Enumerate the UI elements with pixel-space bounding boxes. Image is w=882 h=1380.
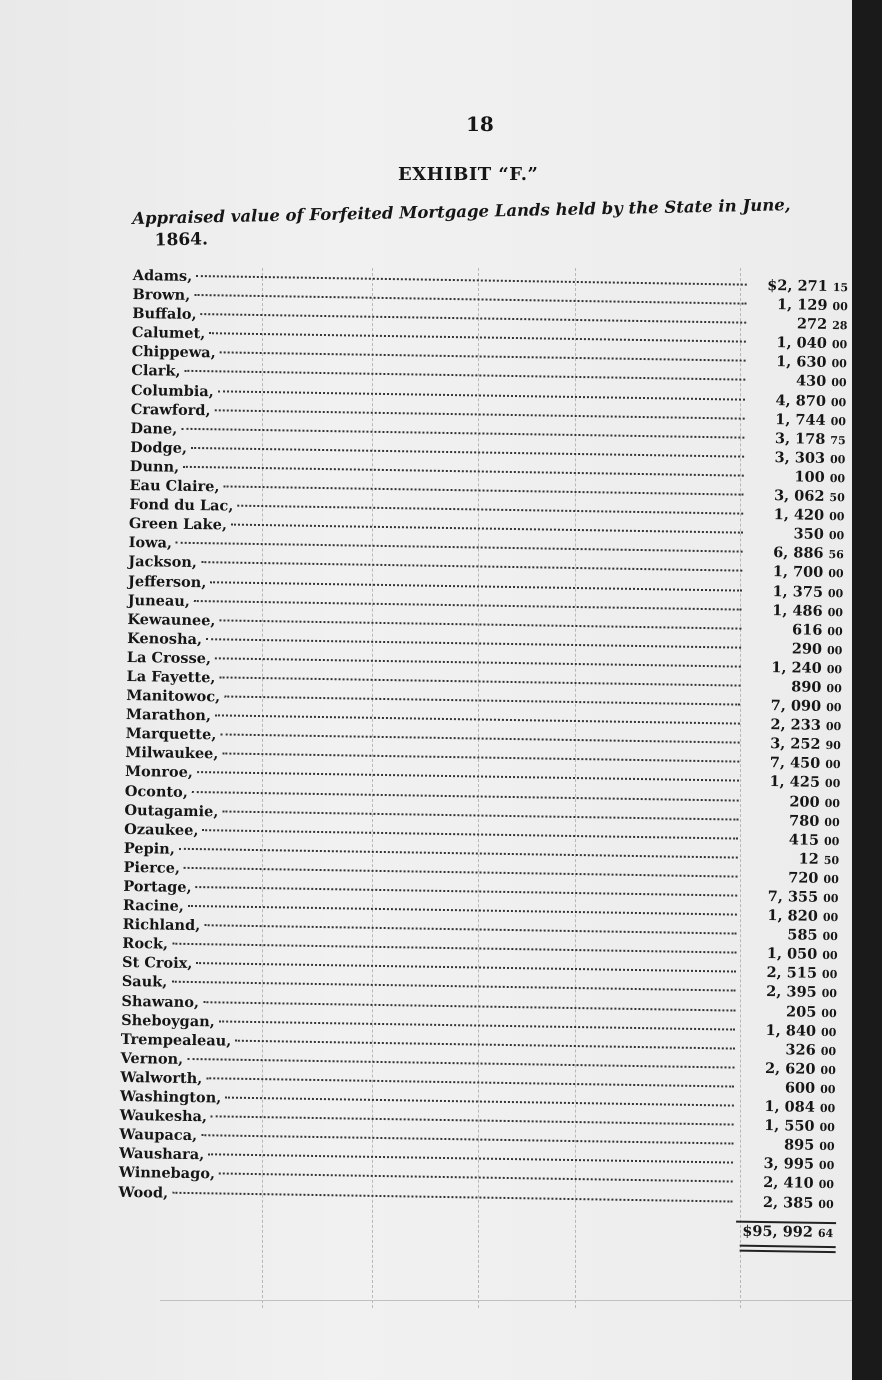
appraised-amount: [747, 487, 847, 506]
amount-dollars: 2, 410: [763, 1174, 814, 1193]
amount-dollars: 3, 178: [774, 429, 826, 448]
appraised-amount: [740, 983, 840, 1002]
county-name: Dodge,: [130, 438, 188, 457]
total-dollars: $95, 992: [742, 1222, 814, 1241]
amount-dollars: 1, 240: [771, 658, 822, 677]
appraised-amount: [742, 849, 842, 868]
amount-cents: 00: [827, 605, 844, 619]
amount-dollars: 290: [791, 640, 823, 658]
county-name: Jefferson,: [127, 572, 207, 591]
county-name: Waukesha,: [119, 1107, 208, 1126]
dot-leader: [204, 924, 736, 934]
appraised-amount: [740, 964, 840, 983]
appraised-amount: [748, 449, 848, 468]
dot-leader: [206, 638, 741, 648]
county-name: Trempealeau,: [120, 1030, 232, 1050]
appraised-amount: [740, 945, 840, 964]
amount-dollars: 720: [788, 869, 819, 887]
county-name: Jackson,: [128, 553, 198, 572]
amount-dollars: 1, 129: [776, 296, 828, 315]
amount-dollars: 780: [788, 812, 820, 830]
dot-leader: [179, 848, 738, 859]
appraised-amount: [744, 716, 844, 735]
county-name: Vernon,: [120, 1049, 184, 1068]
amount-cents: 00: [818, 1159, 835, 1173]
dot-leader: [219, 619, 741, 629]
amount-cents: 00: [823, 834, 840, 848]
appraised-amount: [739, 1040, 839, 1059]
county-name: Columbia,: [130, 381, 214, 400]
dot-leader: [187, 1058, 734, 1069]
appraised-amount: [742, 830, 842, 849]
appraised-amount: [744, 678, 844, 697]
county-name: Monroe,: [124, 763, 194, 782]
amount-dollars: 1, 700: [772, 563, 824, 582]
total-cents: 64: [817, 1226, 834, 1240]
appraised-amount: [746, 563, 846, 582]
amount-cents: 00: [826, 701, 842, 715]
amount-dollars: 4, 870: [775, 391, 827, 410]
appraised-amount: [740, 926, 840, 945]
amount-cents: 15: [832, 280, 849, 295]
amount-cents: 90: [825, 739, 841, 753]
amount-dollars: 1, 744: [775, 410, 826, 429]
appraised-amount: [746, 582, 846, 601]
amount-cents: 28: [832, 319, 848, 333]
amount-dollars: 350: [793, 525, 825, 544]
bleed-through-rule: [160, 1300, 852, 1301]
county-name: Brown,: [132, 286, 191, 304]
dot-leader: [218, 390, 745, 400]
amount-cents: 00: [820, 1044, 837, 1058]
amount-dollars: 1, 050: [766, 945, 818, 964]
amount-dollars: 3, 252: [770, 735, 821, 754]
amount-dollars: 205: [785, 1002, 817, 1021]
dot-leader: [185, 370, 746, 381]
amount-cents: 00: [822, 911, 839, 925]
dot-leader: [219, 676, 740, 686]
spacer: [122, 1222, 732, 1232]
county-name: La Fayette,: [126, 667, 216, 687]
appraised-amount: [739, 1002, 839, 1021]
amount-dollars: 1, 375: [772, 582, 824, 601]
county-name: Walworth,: [120, 1068, 203, 1088]
dot-leader: [194, 294, 746, 305]
county-name: Pepin,: [123, 839, 175, 858]
amount-dollars: 1, 550: [764, 1117, 815, 1135]
appraised-amount: [743, 773, 843, 792]
exhibit-title: EXHIBIT “F.”: [398, 164, 539, 185]
amount-cents: 00: [820, 1025, 837, 1039]
county-name: Iowa,: [128, 534, 173, 552]
county-name: Crawford,: [130, 400, 211, 419]
amount-cents: 00: [826, 681, 842, 696]
dot-leader: [224, 696, 740, 706]
dot-leader: [196, 886, 738, 897]
appraised-amount: [751, 277, 851, 296]
county-name: Kewaunee,: [127, 610, 216, 630]
amount-cents: 00: [822, 930, 838, 944]
amount-dollars: $2, 271: [767, 276, 828, 295]
county-name: Oconto,: [124, 782, 188, 801]
amount-cents: 00: [823, 891, 839, 906]
dot-leader: [201, 1134, 733, 1144]
appraised-amount: [737, 1174, 837, 1193]
dot-leader: [209, 332, 746, 342]
amount-dollars: 2, 620: [764, 1059, 816, 1078]
amount-dollars: 3, 303: [774, 448, 826, 467]
heading-text: Appraised value of Forfeited Mortgage Lands held by the State in June,: [132, 195, 791, 228]
dot-leader: [203, 829, 739, 839]
appraised-amount: [746, 601, 846, 620]
amount-cents: 00: [829, 510, 845, 524]
appraised-amount: [737, 1155, 837, 1174]
amount-cents: 00: [821, 1006, 837, 1020]
appraised-amount: [748, 468, 848, 487]
amount-dollars: 7, 355: [767, 888, 819, 906]
county-name: Richland,: [122, 916, 201, 935]
appraised-amount: [748, 429, 848, 448]
amount-cents: 00: [831, 357, 847, 371]
appraised-amount: [742, 811, 842, 830]
amount-dollars: 430: [795, 372, 827, 391]
amount-dollars: 415: [788, 831, 820, 849]
amount-dollars: 616: [791, 621, 823, 639]
amount-dollars: 200: [789, 792, 820, 811]
amount-cents: 50: [823, 853, 840, 867]
amount-dollars: 3, 062: [773, 487, 825, 505]
double-rule: [740, 1244, 836, 1253]
county-name: Clark,: [131, 362, 181, 381]
county-name: Milwaukee,: [125, 744, 219, 763]
amount-cents: 00: [831, 376, 847, 390]
county-name: Eau Claire,: [129, 477, 220, 496]
appraised-amount: [741, 869, 841, 888]
dot-leader: [215, 409, 745, 419]
amount-cents: 50: [829, 491, 845, 505]
amount-dollars: 7, 450: [769, 754, 821, 773]
dot-leader: [206, 1077, 734, 1087]
amount-cents: 00: [832, 300, 848, 314]
amount-cents: 00: [818, 1197, 834, 1211]
amount-dollars: 600: [784, 1079, 816, 1097]
dot-leader: [188, 905, 737, 916]
dot-leader: [222, 810, 738, 820]
appraised-amount: [750, 296, 850, 315]
amount-dollars: 12: [798, 850, 819, 868]
amount-dollars: 1, 040: [776, 334, 828, 353]
appraised-amount: [736, 1193, 836, 1212]
dot-leader: [184, 867, 738, 878]
appraised-amount: [749, 372, 849, 391]
amount-cents: 00: [830, 414, 847, 428]
amount-cents: 00: [820, 1063, 836, 1077]
table-heading: [132, 193, 838, 252]
county-name: Pierce,: [123, 858, 181, 877]
amount-dollars: 2, 395: [766, 983, 817, 1002]
dot-leader: [197, 772, 739, 783]
amount-cents: 00: [826, 643, 843, 657]
county-name: Shawano,: [121, 992, 200, 1011]
amount-cents: 00: [828, 567, 844, 581]
amount-dollars: 6, 886: [773, 544, 824, 563]
dot-leader: [215, 657, 741, 667]
county-name: Buffalo,: [132, 305, 197, 324]
county-name: Ozaukee,: [124, 820, 199, 839]
appraised-amount: [747, 525, 847, 544]
amount-cents: 00: [824, 815, 840, 829]
amount-dollars: 2, 515: [766, 964, 818, 983]
county-name: Racine,: [122, 897, 185, 915]
county-name: Washington,: [119, 1087, 222, 1107]
amount-cents: 56: [828, 548, 844, 562]
amount-cents: 00: [829, 452, 846, 467]
county-name: Calumet,: [131, 324, 206, 343]
county-name: Waupaca,: [119, 1126, 198, 1145]
dot-leader: [223, 485, 743, 495]
amount-dollars: 890: [791, 678, 822, 696]
dot-leader: [237, 505, 743, 515]
appraised-amount: [744, 697, 844, 716]
dot-leader: [220, 734, 739, 744]
appraised-amount: [745, 659, 845, 678]
page-number: 18: [466, 112, 494, 136]
amount-cents: 00: [826, 662, 843, 677]
amount-dollars: 1, 486: [772, 601, 823, 620]
dot-leader: [201, 313, 747, 324]
appraised-amount: [747, 506, 847, 525]
county-name: La Crosse,: [126, 648, 212, 668]
amount-cents: 75: [830, 433, 846, 447]
total-row: [118, 1210, 836, 1243]
amount-cents: 00: [829, 471, 846, 486]
dot-leader: [219, 1020, 735, 1030]
amount-dollars: 326: [785, 1041, 816, 1059]
amount-cents: 00: [827, 624, 843, 638]
appraised-amount: [743, 754, 843, 773]
appraised-amount: [745, 639, 845, 658]
dot-leader: [211, 1115, 734, 1125]
county-name: Dunn,: [129, 457, 180, 476]
amount-cents: 00: [821, 968, 838, 982]
county-name: Chippewa,: [131, 343, 216, 362]
county-name: Kenosha,: [127, 629, 203, 648]
amount-cents: 00: [820, 1082, 836, 1097]
county-name: Manitowoc,: [126, 687, 221, 706]
amount-dollars: 1, 820: [767, 907, 819, 925]
dot-leader: [231, 524, 743, 534]
appraised-amount: [743, 792, 843, 811]
amount-cents: 00: [827, 586, 844, 600]
dot-leader: [225, 1097, 734, 1107]
appraised-value-table: [118, 267, 851, 1253]
dot-leader: [194, 600, 742, 611]
appraised-amount: [741, 888, 841, 907]
dot-leader: [201, 562, 742, 573]
county-name: Fond du Lac,: [129, 496, 234, 515]
county-name: Outagamie,: [124, 801, 219, 821]
amount-dollars: 272: [796, 315, 828, 334]
appraised-amount: [741, 907, 841, 926]
amount-cents: 00: [825, 720, 842, 734]
dot-leader: [196, 275, 747, 286]
amount-cents: 00: [831, 338, 848, 352]
dot-leader: [191, 447, 744, 458]
dot-leader: [222, 753, 739, 763]
amount-dollars: 1, 420: [773, 506, 825, 525]
amount-dollars: 2, 233: [770, 716, 822, 735]
dot-leader: [215, 714, 740, 724]
appraised-amount: [745, 620, 845, 639]
dot-leader: [171, 981, 735, 992]
appraised-amount: [738, 1079, 838, 1098]
amount-dollars: 1, 840: [765, 1021, 817, 1040]
amount-cents: 00: [819, 1121, 835, 1135]
county-name: St Croix,: [121, 954, 193, 973]
dot-leader: [172, 1191, 732, 1202]
dot-leader: [183, 466, 744, 477]
dot-leader: [172, 943, 736, 954]
amount-cents: 00: [824, 796, 841, 810]
dot-leader: [176, 542, 743, 553]
dot-leader: [203, 1001, 735, 1011]
amount-dollars: 3, 995: [763, 1155, 815, 1174]
county-name: Sauk,: [121, 973, 168, 992]
county-name: Waushara,: [118, 1145, 205, 1164]
amount-cents: 00: [821, 987, 838, 1001]
county-name: Portage,: [123, 877, 192, 896]
county-name: Winnebago,: [118, 1164, 216, 1183]
amount-cents: 00: [825, 758, 841, 772]
county-name: Marquette,: [125, 725, 217, 744]
amount-cents: 00: [818, 1178, 835, 1192]
appraised-amount: [743, 735, 843, 754]
amount-cents: 00: [819, 1101, 836, 1116]
amount-cents: 00: [823, 872, 839, 887]
county-name: Juneau,: [127, 591, 191, 610]
appraised-amount: [749, 391, 849, 410]
amount-cents: 00: [824, 777, 841, 791]
county-name: Sheboygan,: [121, 1011, 215, 1031]
heading-year: 1864.: [154, 229, 209, 251]
dot-leader: [192, 791, 739, 802]
dot-leader: [210, 581, 742, 591]
county-name: Rock,: [122, 935, 169, 953]
appraised-amount: [738, 1059, 838, 1078]
county-name: Marathon,: [125, 706, 212, 725]
dot-leader: [220, 352, 746, 362]
appraised-amount: [738, 1098, 838, 1117]
amount-dollars: 895: [783, 1136, 815, 1155]
appraised-amount: [737, 1136, 837, 1155]
dot-leader: [181, 428, 744, 439]
appraised-amount: [750, 334, 850, 353]
amount-dollars: 1, 425: [769, 773, 821, 792]
appraised-amount: [739, 1021, 839, 1040]
dot-leader: [235, 1039, 735, 1049]
amount-dollars: 1, 084: [764, 1098, 816, 1116]
total-amount: [736, 1220, 836, 1241]
amount-dollars: 585: [787, 926, 818, 945]
county-name: Green Lake,: [128, 515, 228, 534]
amount-dollars: 2, 385: [762, 1193, 814, 1212]
county-name: Adams,: [132, 267, 193, 285]
appraised-amount: [749, 353, 849, 372]
dot-leader: [196, 962, 736, 972]
amount-dollars: 100: [794, 468, 825, 486]
county-name: Wood,: [118, 1183, 169, 1202]
county-name: Dane,: [130, 419, 178, 438]
amount-cents: 00: [822, 949, 838, 963]
amount-cents: 00: [819, 1140, 835, 1154]
appraised-amount: [750, 315, 850, 334]
amount-cents: 00: [828, 529, 845, 543]
appraised-amount: [749, 410, 849, 429]
amount-dollars: 7, 090: [770, 697, 822, 715]
appraised-amount: [737, 1117, 837, 1136]
amount-cents: 00: [830, 395, 847, 409]
appraised-amount: [746, 544, 846, 563]
amount-dollars: 1, 630: [776, 353, 827, 372]
dot-leader: [208, 1154, 733, 1164]
dot-leader: [219, 1173, 733, 1183]
